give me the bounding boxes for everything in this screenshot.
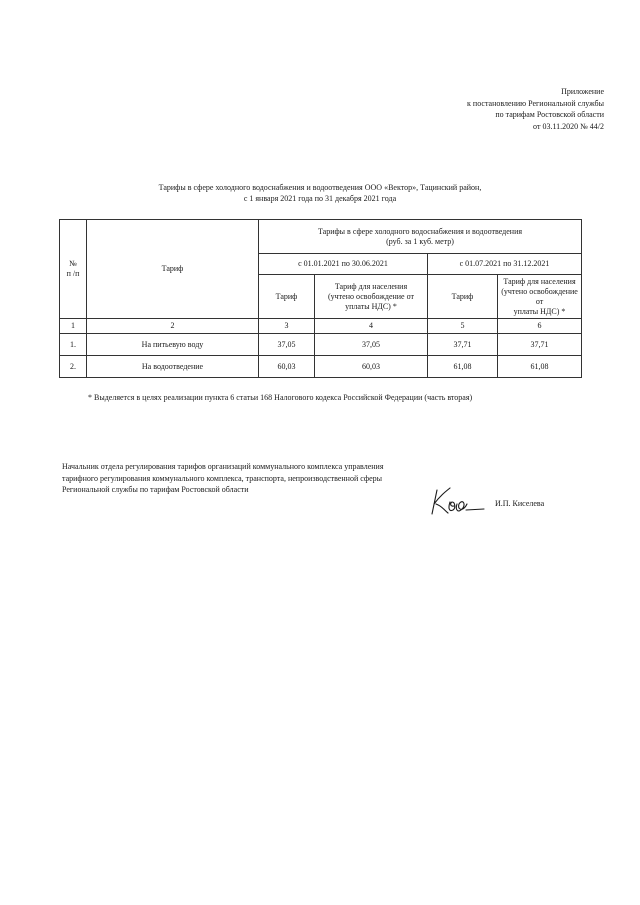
footnote: * Выделяется в целях реализации пункта 6 статьи 168 Налогового кодекса Российской Федерации (часть вторая) — [88, 393, 473, 402]
row-name: На водоотведение — [87, 356, 259, 378]
index-row — [60, 319, 582, 334]
row-value: 37,05 — [259, 334, 315, 356]
position-line: тарифного регулирования коммунального комплекса, транспорта, непроизводственной сферы — [62, 473, 382, 483]
index-cell: 3 — [259, 319, 315, 334]
row-value: 37,71 — [498, 334, 582, 356]
index-cell: 6 — [498, 319, 582, 334]
row-number: 1. — [60, 334, 87, 356]
row-value: 61,08 — [428, 356, 498, 378]
header-sub-population: Тариф для населения (учтено освобождение от уплаты НДС) * — [315, 275, 428, 319]
index-cell: 4 — [315, 319, 428, 334]
header-number: № п /п — [60, 220, 87, 319]
table-row — [60, 356, 582, 378]
row-number: 2. — [60, 356, 87, 378]
document-title — [60, 182, 580, 204]
row-value: 61,08 — [498, 356, 582, 378]
index-cell: 1 — [60, 319, 87, 334]
appendix-line: Приложение — [561, 87, 604, 96]
handwritten-signature — [428, 482, 488, 520]
header-group: Тарифы в сфере холодного водоснабжения и водоотведения (руб. за 1 куб. метр) — [259, 220, 582, 254]
header-sub-population: Тариф для населения (учтено освобождение от уплаты НДС) * — [498, 275, 582, 319]
row-value: 60,03 — [259, 356, 315, 378]
tariff-table — [59, 219, 582, 378]
position-line: Региональной службы по тарифам Ростовской области — [62, 485, 249, 494]
row-value: 60,03 — [315, 356, 428, 378]
header-period-1: с 01.01.2021 по 30.06.2021 — [259, 254, 428, 275]
row-name: На питьевую воду — [87, 334, 259, 356]
table-row — [60, 334, 582, 356]
appendix-block — [467, 86, 604, 132]
header-tariff: Тариф — [87, 220, 259, 319]
header-sub-tariff: Тариф — [259, 275, 315, 319]
appendix-line: по тарифам Ростовской области — [495, 110, 604, 119]
appendix-line: от 03.11.2020 № 44/2 — [533, 121, 604, 131]
signer-name: И.П. Киселева — [495, 499, 545, 508]
title-line: с 1 января 2021 года по 31 декабря 2021 года — [243, 194, 397, 203]
header-period-2: с 01.07.2021 по 31.12.2021 — [428, 254, 582, 275]
index-cell: 2 — [87, 319, 259, 334]
row-value: 37,05 — [315, 334, 428, 356]
position-line: Начальник отдела регулирования тарифов организаций коммунального комплекса управления — [62, 462, 384, 471]
signatory-position — [62, 461, 384, 496]
title-line: Тарифы в сфере холодного водоснабжения и водоотведения ООО «Вектор», Тацинский район, — [158, 183, 482, 192]
index-cell: 5 — [428, 319, 498, 334]
row-value: 37,71 — [428, 334, 498, 356]
header-sub-tariff: Тариф — [428, 275, 498, 319]
appendix-line: к постановлению Региональной службы — [467, 98, 604, 108]
